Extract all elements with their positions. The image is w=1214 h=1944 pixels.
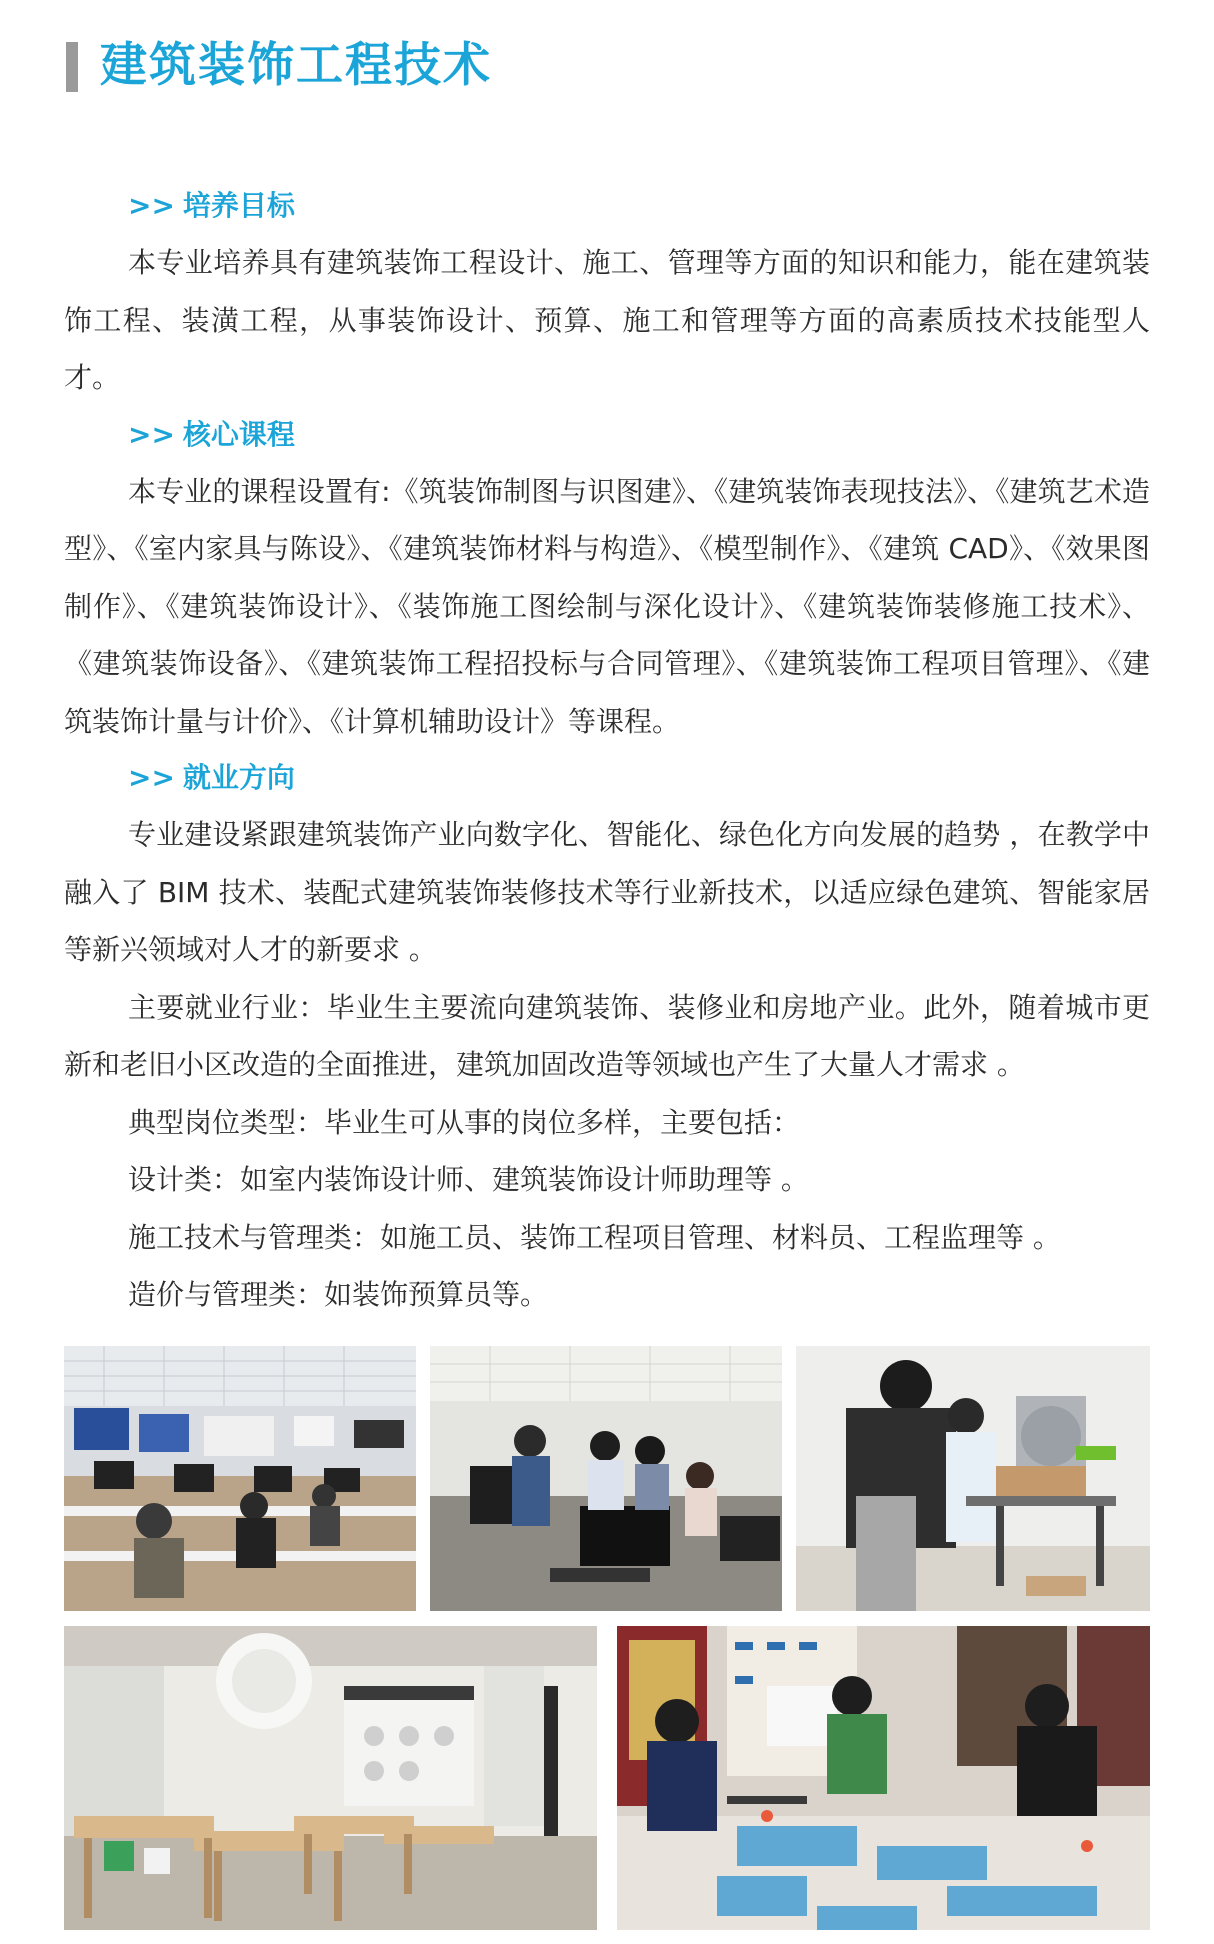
double-chevron-icon: >> — [128, 189, 175, 222]
paragraph: 造价与管理类：如装饰预算员等。 — [128, 1278, 549, 1311]
model-making-photo — [617, 1626, 1150, 1930]
paragraph: 本专业培养具有建筑装饰工程设计、施工、管理等方面的知识和能力，能在建筑装饰工程、装潢工程，从事装饰设计、预算、施工和管理等方面的高素质技术技能型人才。 — [64, 246, 1150, 394]
page-title: 建筑装饰工程技术 — [100, 38, 492, 93]
section-heading-text: 就业方向 — [182, 761, 295, 794]
cad-class-photo — [430, 1346, 782, 1611]
paragraph: 典型岗位类型：毕业生可从事的岗位多样，主要包括： — [128, 1105, 801, 1139]
section-heading — [64, 750, 1150, 806]
miter-saw-photo — [796, 1346, 1150, 1611]
section-heading-text: 核心课程 — [182, 417, 295, 451]
section-training-goals — [64, 178, 1150, 407]
section-employment — [64, 750, 1150, 1324]
paragraph: 主要就业行业：毕业生主要流向建筑装饰、装修业和房地产业。此外，随着城市更新和老旧小区改造的全面推进，建筑加固改造等领域也产生了大量人才需求 。 — [64, 990, 1150, 1081]
paragraph: 本专业的课程设置有:《筑装饰制图与识图建》、《建筑装饰表现技法》、《建筑艺术造型》、《室内家具与陈设》、《建筑装饰材料与构造》、《模型制作》、《建筑 CAD》、《效果图制作》、《建筑装饰设计》、《装饰施工图绘制与深化设计》、《建筑装饰装修施工技术》、《建筑装饰设备》、《建筑装饰工程招投标与合同管理》、《建筑装饰工程项目管理》、《建筑装饰计量与计价》、《计算机辅助设计》等课程。 — [64, 474, 1150, 738]
workshop-room-photo — [64, 1626, 597, 1930]
section-core-courses — [64, 407, 1150, 751]
section-heading — [64, 178, 1150, 234]
title-accent-bar — [66, 42, 78, 92]
paragraph: 施工技术与管理类：如施工员、装饰工程项目管理、材料员、工程监理等 。 — [128, 1220, 1061, 1254]
photo-gallery — [64, 1346, 1150, 1930]
paragraph: 设计类：如室内装饰设计师、建筑装饰设计师助理等 。 — [128, 1163, 809, 1196]
section-heading-text: 培养目标 — [182, 189, 295, 222]
paragraph: 专业建设紧跟建筑装饰产业向数字化、智能化、绿色化方向发展的趋势 ，在教学中融入了 BIM 技术、装配式建筑装饰装修技术等行业新技术，以适应绿色建筑、智能家居等新兴领域对人才的新要求 。 — [64, 818, 1150, 966]
computer-lab-photo — [64, 1346, 416, 1611]
section-heading — [64, 407, 1150, 463]
double-chevron-icon: >> — [128, 761, 175, 794]
double-chevron-icon: >> — [128, 417, 175, 451]
content — [64, 178, 1150, 1324]
